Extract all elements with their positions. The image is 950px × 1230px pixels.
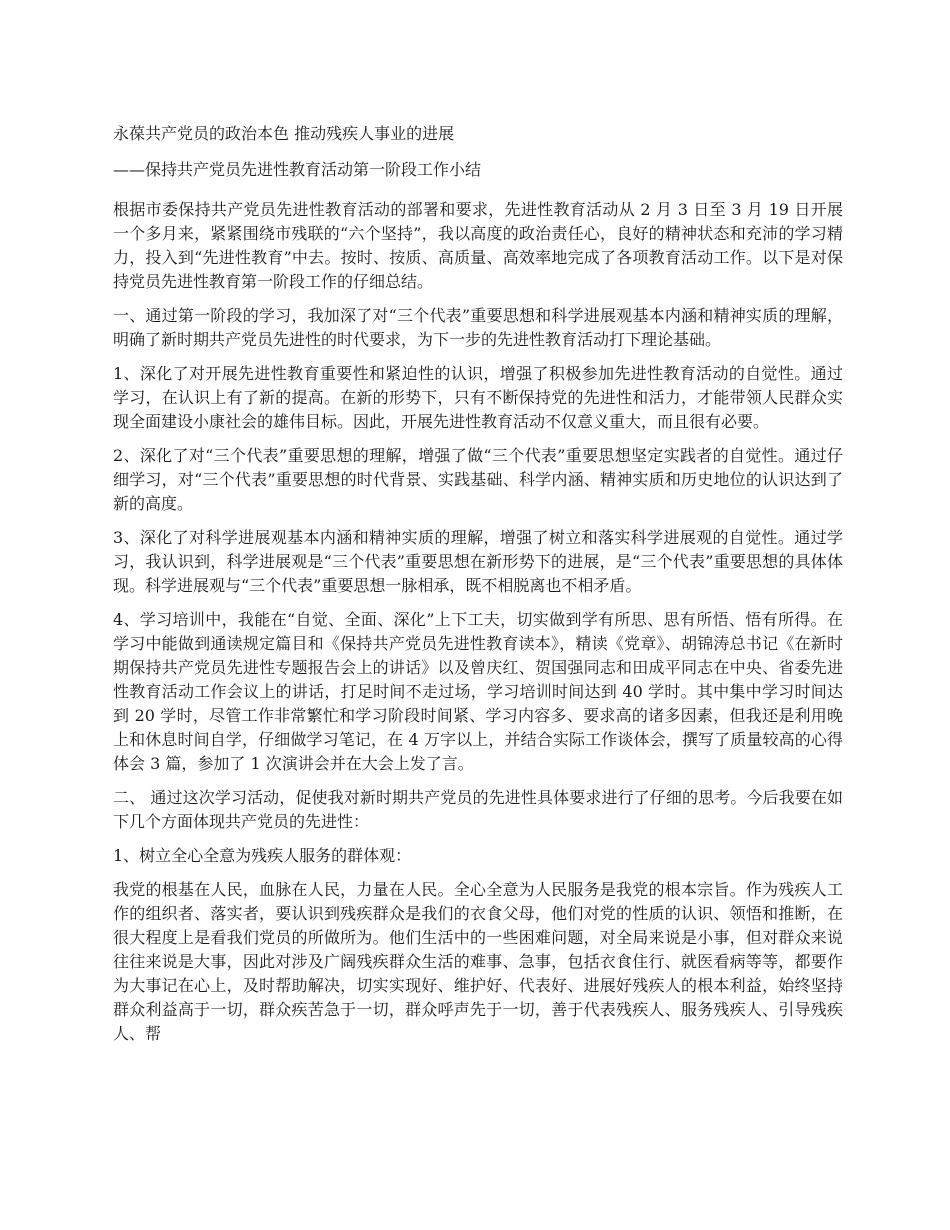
paragraph-item-1-3: 3、深化了对科学进展观基本内涵和精神实质的理解，增强了树立和落实科学进展观的自觉性。通过学习，我认识到，科学进展观是“三个代表”重要思想在新形势下的进展，是“三个代表”重要思想的具体体现。科学进展观与“三个代表”重要思想一脉相承，既不相脱离也不相矛盾。 — [113, 528, 843, 595]
document-page — [113, 122, 843, 1056]
document-title: 永葆共产党员的政治本色 推动残疾人事业的进展 — [113, 124, 455, 143]
paragraph-item-1-1: 1、深化了对开展先进性教育重要性和紧迫性的认识，增强了积极参加先进性教育活动的自觉性。通过学习，在认识上有了新的提高。在新的形势下，只有不断保持党的先进性和活力，才能带领人民群众实现全面建设小康社会的雄伟目标。因此，开展先进性教育活动不仅意义重大，而且很有必要。 — [113, 364, 843, 431]
paragraph-section-2: 二、 通过这次学习活动，促使我对新时期共产党员的先进性具体要求进行了仔细的思考。今后我要在如下几个方面体现共产党员的先进性： — [113, 788, 843, 831]
paragraph-item-2-1-body: 我党的根基在人民，血脉在人民，力量在人民。全心全意为人民服务是我党的根本宗旨。作为残疾人工作的组织者、落实者，要认识到残疾群众是我们的衣食父母，他们对党的性质的认识、领悟和推断，在很大程度上是看我们党员的所做所为。他们生活中的一些困难问题，对全局来说是小事，但对群众来说往往来说是大事，因此对涉及广阔残疾群众生活的难事、急事，包括衣食住行、就医看病等等，都要作为大事记在心上，及时帮助解决，切实实现好、维护好、代表好、进展好残疾人的根本利益，始终坚持群众利益高于一切，群众疾苦急于一切，群众呼声先于一切，善于代表残疾人、服务残疾人、引导残疾人、帮 — [113, 880, 843, 1043]
paragraph-section-1: 一、通过第一阶段的学习，我加深了对“三个代表”重要思想和科学进展观基本内涵和精神实质的理解，明确了新时期共产党员先进性的时代要求，为下一步的先进性教育活动打下理论基础。 — [113, 306, 843, 349]
paragraph-item-2-1-heading: 1、树立全心全意为残疾人服务的群体观： — [113, 846, 412, 865]
paragraph-item-1-2: 2、深化了对“三个代表”重要思想的理解，增强了做“三个代表”重要思想坚定实践者的自觉性。通过仔细学习，对“三个代表”重要思想的时代背景、实践基础、科学内涵、精神实质和历史地位的认识达到了新的高度。 — [113, 446, 843, 513]
paragraph-item-1-4: 4、学习培训中，我能在“自觉、全面、深化”上下工夫，切实做到学有所思、思有所悟、悟有所得。在学习中能做到通读规定篇目和《保持共产党员先进性教育读本》，精读《党章》、胡锦涛总书记《在新时期保持共产党员先进性专题报告会上的讲话》以及曾庆红、贺国强同志和田成平同志在中央、省委先进性教育活动工作会议上的讲话，打足时间不走过场，学习培训时间达到 40 学时。其中集中学习时间达到 20 学时，尽管工作非常繁忙和学习阶段时间紧、学习内容多、要求高的诸多因素，但我还是利用晚上和休息时间自学，仔细做学习笔记，在 4 万字以上，并结合实际工作谈体会，撰写了质量较高的心得体会 3 篇，参加了 1 次演讲会并在大会上发了言。 — [113, 610, 843, 773]
document-subtitle: ——保持共产党员先进性教育活动第一阶段工作小结 — [113, 160, 482, 179]
paragraph-intro: 根据市委保持共产党员先进性教育活动的部署和要求，先进性教育活动从 2 月 3 日至 3 月 19 日开展一个多月来，紧紧围绕市残联的“六个坚持”，我以高度的政治责任心，良好的精神状态和充沛的学习精力，投入到“先进性教育”中去。按时、按质、高质量、高效率地完成了各项教育活动工作。以下是对保持党员先进性教育第一阶段工作的仔细总结。 — [113, 200, 843, 291]
